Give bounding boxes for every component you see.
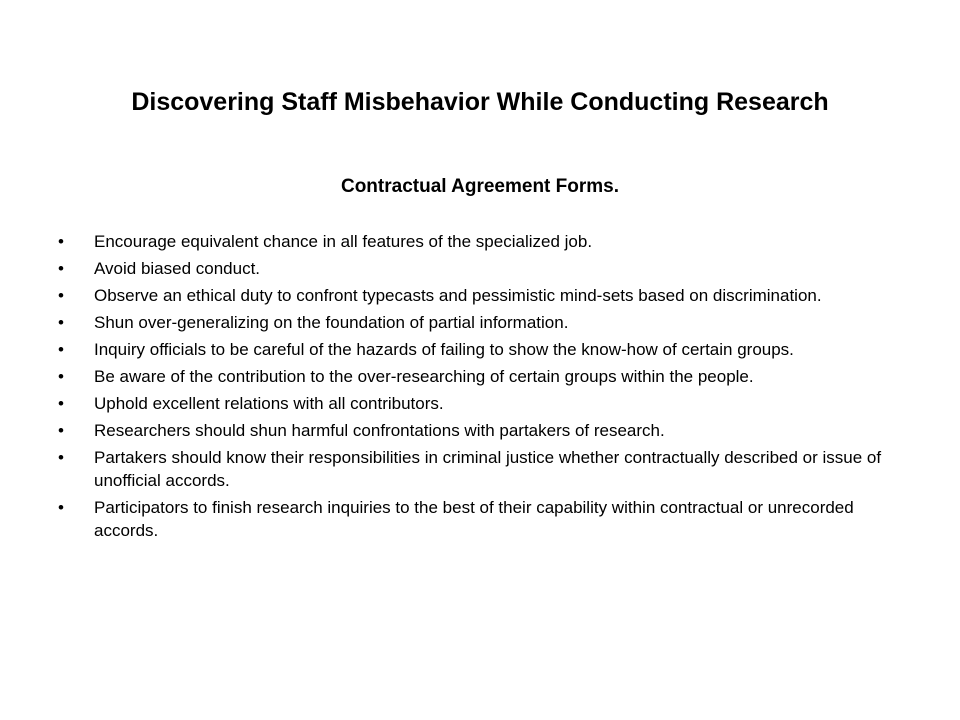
list-item <box>58 365 908 388</box>
list-item <box>58 230 908 253</box>
bullet-icon: • <box>58 340 64 359</box>
bullet-text: Uphold excellent relations with all contributors. <box>94 394 444 413</box>
slide-subtitle: Contractual Agreement Forms. <box>340 176 619 197</box>
list-item <box>58 311 908 334</box>
bullet-text: Avoid biased conduct. <box>94 259 261 278</box>
bullet-text: Encourage equivalent chance in all features of the specialized job. <box>94 232 593 251</box>
list-item <box>58 446 908 492</box>
bullet-text: Shun over-generalizing on the foundation of partial information. <box>94 313 569 332</box>
bullet-icon: • <box>58 367 64 386</box>
bullet-text: Partakers should know their responsibilities in criminal justice whether contractually described or issue of unofficial accords. <box>94 448 882 490</box>
list-item <box>58 392 908 415</box>
bullet-icon: • <box>58 286 64 305</box>
bullet-icon: • <box>58 232 64 251</box>
slide-title: Discovering Staff Misbehavior While Conducting Research <box>131 88 829 116</box>
list-item <box>58 257 908 280</box>
bullet-icon: • <box>58 498 64 517</box>
list-item <box>58 338 908 361</box>
bullet-text: Be aware of the contribution to the over-researching of certain groups within the people. <box>94 367 754 386</box>
bullet-icon: • <box>58 421 64 440</box>
bullet-text: Inquiry officials to be careful of the hazards of failing to show the know-how of certain groups. <box>94 340 794 359</box>
bullet-icon: • <box>58 394 64 413</box>
bullet-icon: • <box>58 313 64 332</box>
list-item <box>58 284 908 307</box>
bullet-icon: • <box>58 259 64 278</box>
bullet-list <box>58 230 908 546</box>
bullet-text: Researchers should shun harmful confrontations with partakers of research. <box>94 421 665 440</box>
bullet-icon: • <box>58 448 64 467</box>
list-item <box>58 496 908 542</box>
bullet-text: Participators to finish research inquiries to the best of their capability within contractual or unrecorded accords. <box>94 498 854 540</box>
list-item <box>58 419 908 442</box>
bullet-text: Observe an ethical duty to confront typecasts and pessimistic mind-sets based on discrimination. <box>94 286 822 305</box>
